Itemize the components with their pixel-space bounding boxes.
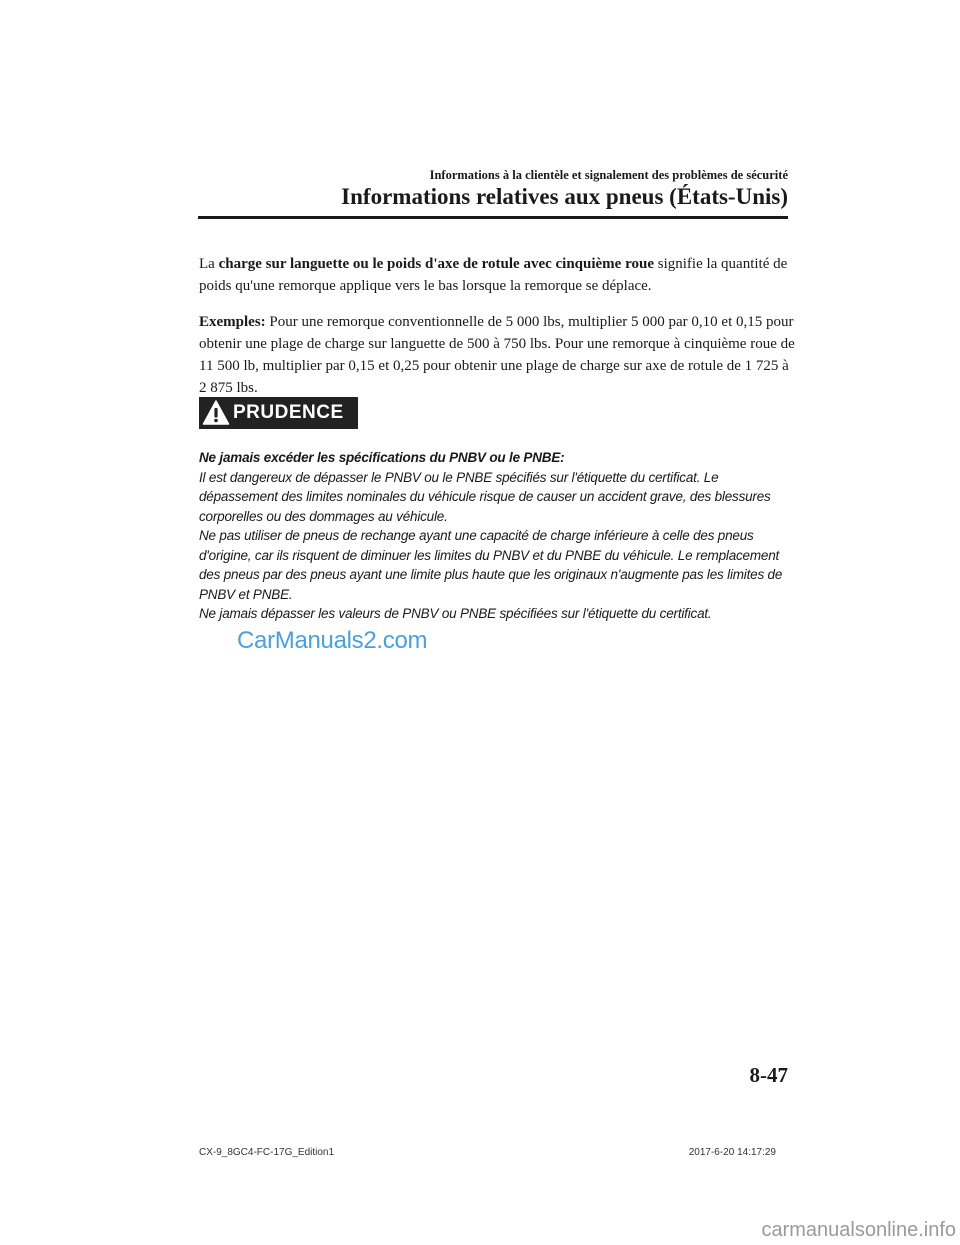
page-title: Informations relatives aux pneus (États-Unis)	[341, 184, 788, 209]
page-number: 8-47	[749, 1063, 788, 1087]
caution-heading: Ne jamais excéder les spécifications du PNBV ou le PNBE:	[199, 450, 565, 465]
caution-paragraph: Ne jamais dépasser les valeurs de PNBV ou PNBE spécifiées sur l'étiquette du certificat.	[199, 606, 712, 621]
warning-triangle-icon	[202, 399, 230, 427]
footer-edition: CX-9_8GC4-FC-17G_Edition1	[199, 1147, 335, 1158]
examples-paragraph	[199, 311, 799, 399]
section-header: Informations à la clientèle et signalement des problèmes de sécurité	[429, 168, 788, 182]
caution-paragraph: Ne pas utiliser de pneus de rechange ayant une capacité de charge inférieure à celle des pneus d'origine, car ils risquent de diminuer les limites du PNBV et du PNBE du véhicule. Le remplacement des pneus par des pneus ayant une limite plus haute que les originaux n'augmente pas les limites de PNBV et PNBE.	[199, 528, 783, 602]
examples-label: Exemples:	[199, 314, 266, 330]
watermark-text: CarManuals2.com	[237, 627, 428, 654]
header-divider	[198, 216, 788, 219]
caution-body	[199, 448, 799, 624]
definition-lead: La	[199, 256, 219, 272]
caution-paragraph: Il est dangereux de dépasser le PNBV ou le PNBE spécifiés sur l'étiquette du certificat. Le dépassement des limites nominales du véhicule risque de causer un accident grave, des blessures corporelles ou des dommages au véhicule.	[199, 469, 771, 524]
examples-text: Pour une remorque conventionnelle de 5 000 lbs, multiplier 5 000 par 0,10 et 0,15 pour obtenir une plage de charge sur languette de 500 à 750 lbs. Pour une remorque à cinquième roue de 11 500 lb, multiplier par 0,15 et 0,25 pour obtenir une plage de charge sur axe de rotule de 1 725 à 2 875 lbs.	[199, 314, 795, 396]
definition-text: signifie la quantité de poids qu'une remorque applique vers le bas lorsque la remorque se déplace.	[199, 256, 788, 294]
caution-badge	[199, 397, 358, 429]
site-watermark: carmanualsonline.info	[761, 1219, 956, 1241]
footer-timestamp: 2017-6-20 14:17:29	[688, 1147, 776, 1158]
definition-paragraph	[199, 253, 799, 297]
definition-term: charge sur languette ou le poids d'axe de rotule avec cinquième roue	[218, 256, 654, 272]
caution-label: PRUDENCE	[233, 402, 344, 423]
